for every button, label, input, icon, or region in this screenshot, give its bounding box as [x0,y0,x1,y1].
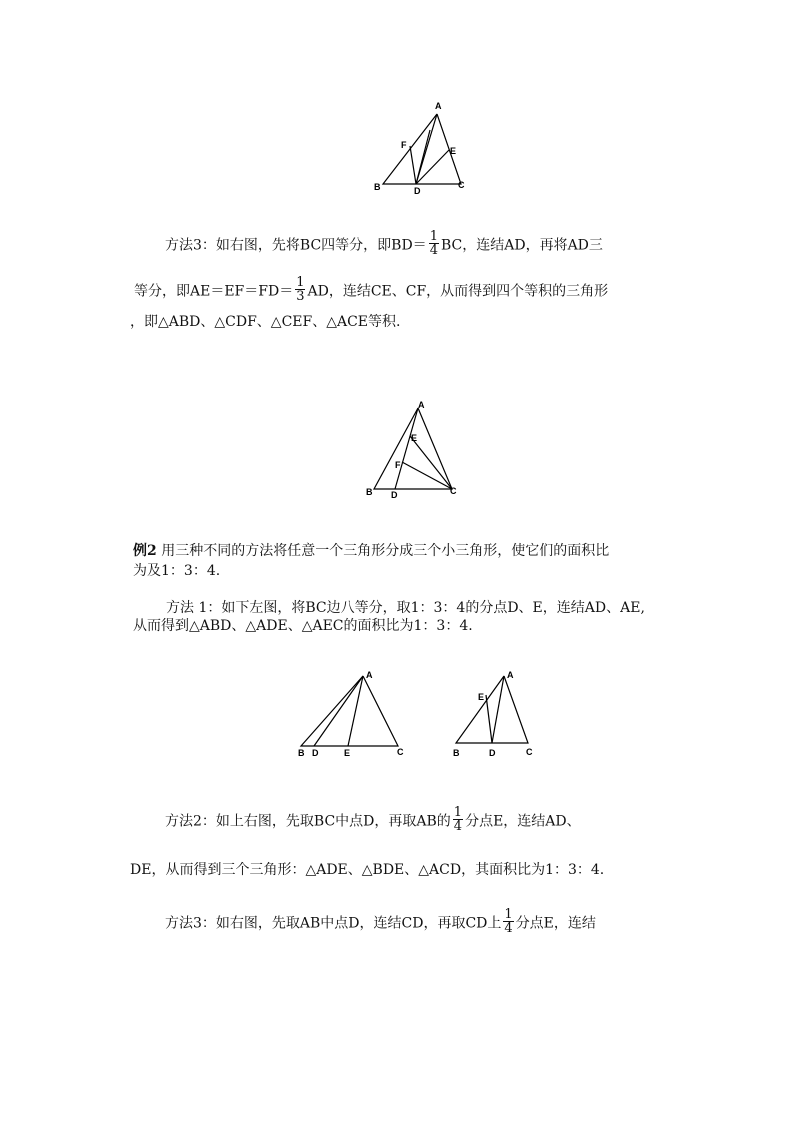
figure-2-diagram [362,396,472,502]
p1-text-2a: 等分，即AE＝EF＝FD＝ [134,283,294,300]
frac-num: 1 [429,229,438,244]
fig3-right-label-e: E [478,692,485,702]
figure-3-diagram [290,666,540,766]
method-3-text-1a: 方法3：如右图，先取AB中点D，连结CD，再取CD上 [165,915,502,932]
fig3-left-label-c: C [397,747,404,757]
example-2-text-1: 用三种不同的方法将任意一个三角形分成三个小三角形，使它们的面积比 [161,543,610,559]
method-3-text-1b: 分点E，连结 [515,915,596,932]
frac-num: 1 [453,805,463,820]
frac-den: 4 [429,243,438,258]
fraction-one-quarter [429,230,439,257]
p1-text-1a: 方法3：如右图，先将BC四等分，即BD＝ [165,237,427,254]
p1-line-1 [165,229,603,259]
fig3-right-label-b: B [453,748,460,758]
fig3-left-label-a: A [366,670,373,680]
figure-2 [362,396,472,502]
fraction-one-quarter [503,908,513,935]
p1-line-2 [134,275,609,305]
fig2-label-d: D [391,490,398,500]
p1-line-3 [130,312,400,332]
fig3-right-label-a: A [507,670,514,680]
method-2-text-1b: 分点E，连结AD、 [465,813,581,830]
fraction-one-third [295,276,305,303]
method-2-line-2 [130,860,604,880]
p1-text-2b: AD，连结CE、CF，从而得到四个等积的三角形 [307,283,609,300]
fig2-label-c: C [450,486,457,496]
fig3-left-label-d: D [312,748,319,758]
method-3-line-1 [165,907,596,937]
fig3-left-label-b: B [298,748,305,758]
fig3-left-label-e: E [344,748,351,758]
frac-num: 1 [296,275,305,290]
fig3-right-label-c: C [526,747,533,757]
frac-den: 4 [453,819,463,834]
method-1-text-2: 从而得到△ABD、△ADE、△AEC的面积比为1：3：4. [133,618,473,634]
fig1-label-b: B [374,182,381,192]
frac-den: 3 [296,289,305,304]
fig2-label-b: B [366,487,373,497]
fig1-label-a: A [435,101,442,111]
example-2-line-1 [133,541,609,561]
figure-1-diagram [370,98,470,198]
p1-text-3: ，即△ABD、△CDF、△CEF、△ACE等积. [130,314,401,330]
example-2-line-2 [133,561,220,581]
p1-text-1b: BC，连结AD，再将AD三 [440,237,603,254]
frac-den: 4 [504,921,513,936]
example-2-label: 例2 [133,543,157,559]
fig2-label-e: E [411,433,418,443]
method-2-text-2: DE，从而得到三个三角形：△ADE、△BDE、△ACD，其面积比为1：3：4. [130,862,605,878]
fig3-right-label-d: D [489,748,496,758]
fig2-label-a: A [418,400,425,410]
figure-3 [290,666,540,766]
fig1-label-d: D [414,186,421,196]
fraction-one-quarter [453,806,463,833]
method-1-line-2 [133,616,473,636]
fig1-label-c: C [458,180,465,190]
fig2-label-f: F [395,460,401,470]
method-1-line-1 [166,598,645,618]
method-1-text-1: 方法 1：如下左图，将BC边八等分，取1：3：4的分点D、E，连结AD、AE, [166,600,645,616]
fig1-label-e: E [450,146,457,156]
method-2-line-1 [165,805,581,835]
method-2-text-1a: 方法2：如上右图，先取BC中点D，再取AB的 [165,813,451,830]
example-2-text-2: 为及1：3：4. [133,563,221,579]
fig1-label-f: F [401,140,407,150]
frac-num: 1 [504,907,513,922]
figure-1 [370,98,470,198]
